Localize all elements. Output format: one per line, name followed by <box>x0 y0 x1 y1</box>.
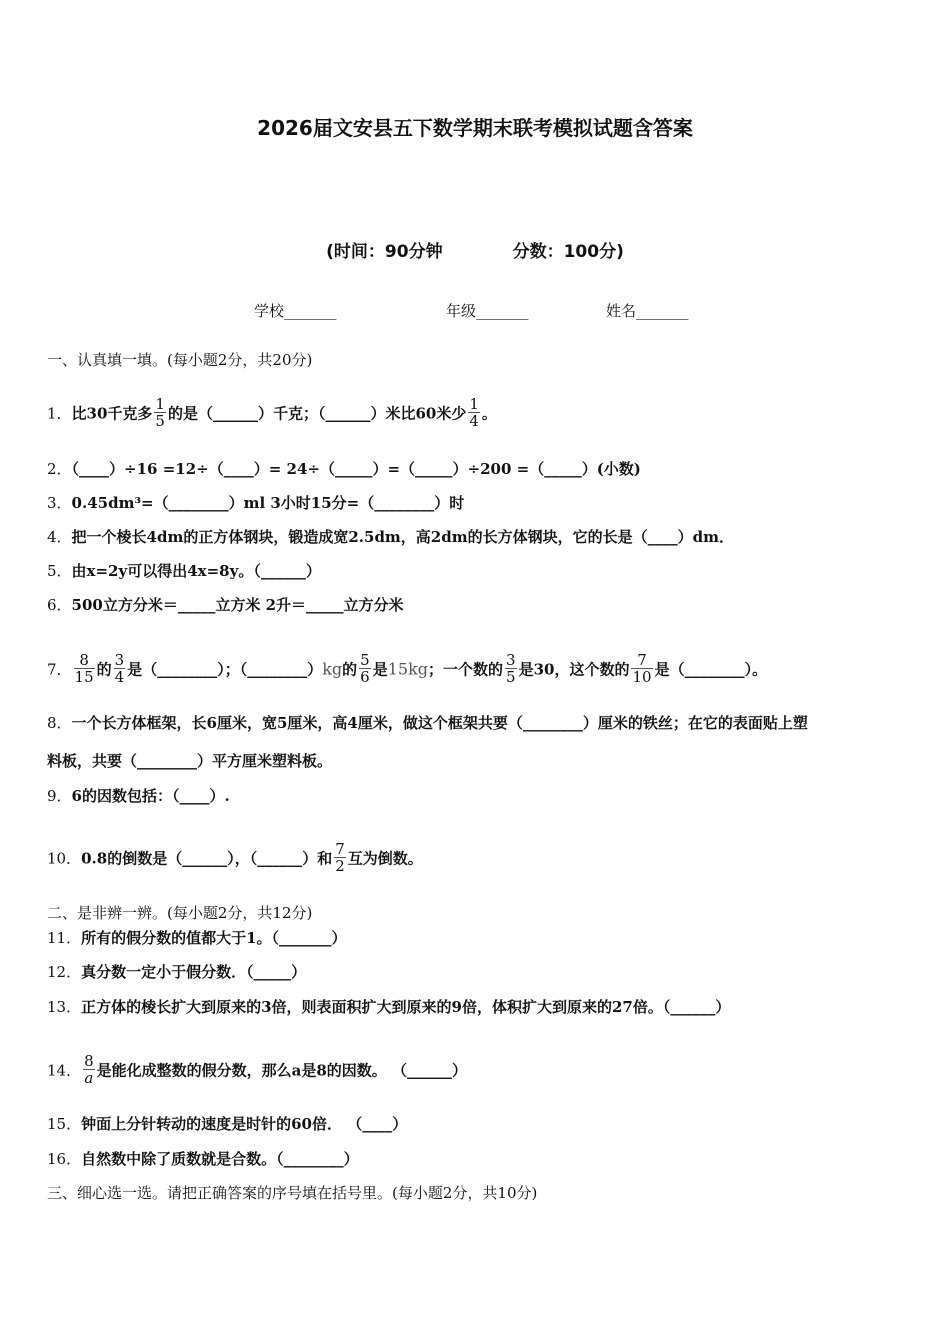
fraction: $\frac{7}{10}$ <box>632 651 652 686</box>
question-16: 16．自然数中除了质数就是合数。（________） <box>47 1150 359 1168</box>
question-2: 2．（____）÷16 =12÷（____）= 24÷（_____）=（_____）÷200 =（_____）(小数) <box>47 460 641 478</box>
question-10: 10．0.8的倒数是（______），（______）和 $\frac{7}{2}$ 互为倒数。 <box>47 840 423 875</box>
exam-meta <box>0 237 950 262</box>
question-8-line-1: 8．一个长方体框架，长6厘米，宽5厘米，高4厘米，做这个框架共要（________）厘米的铁丝；在它的表面贴上塑 <box>47 714 808 732</box>
fraction: $\frac{8}{a}$ <box>84 1052 94 1087</box>
exam-time: (时间：90分钟 <box>326 242 443 262</box>
question-15: 15．钟面上分针转动的速度是时针的60倍． （____） <box>47 1115 408 1133</box>
question-9: 9．6的因数包括：（____）. <box>47 787 230 805</box>
question-13: 13．正方体的棱长扩大到原来的3倍，则表面积扩大到原来的9倍，体积扩大到原来的27倍。（______） <box>47 998 731 1016</box>
school-field: 学校_______ <box>254 302 337 320</box>
section-2-heading: 二、是非辨一辨。(每小题2分，共12分) <box>47 904 313 922</box>
question-12: 12．真分数一定小于假分数．（_____） <box>47 963 307 981</box>
question-11: 11．所有的假分数的值都大于1。（_______） <box>47 929 347 947</box>
question-4: 4．把一个棱长4dm的正方体钢块，锻造成宽2.5dm，高2dm的长方体钢块，它的长是（____）dm． <box>47 528 734 546</box>
fraction: $\frac{8}{15}$ <box>74 651 94 686</box>
page-title: 2026届文安县五下数学期末联考模拟试题含答案 <box>257 116 693 140</box>
exam-score: 分数：100分) <box>512 242 624 262</box>
name-field: 姓名_______ <box>606 302 689 320</box>
section-3-heading: 三、细心选一选。请把正确答案的序号填在括号里。(每小题2分，共10分) <box>47 1184 538 1202</box>
fraction: $\frac{7}{2}$ <box>335 840 345 875</box>
question-14: 14． $\frac{8}{a}$ 是能化成整数的假分数，那么a是8的因数。 （______） <box>47 1052 468 1087</box>
question-6: 6．500立方分米＝_____立方米 2升＝_____立方分米 <box>47 596 404 614</box>
question-1: 1．比30千克多 $\frac{1}{5}$ 的是（______）千克；（______）米比60米少 $\frac{1}{4}$ 。 <box>47 395 497 430</box>
question-3: 3．0.45dm³=（________）ml 3小时15分=（________）时 <box>47 494 465 512</box>
section-1-heading: 一、认真填一填。(每小题2分，共20分) <box>47 351 313 369</box>
fraction: $\frac{1}{5}$ <box>155 395 165 430</box>
grade-field: 年级_______ <box>446 302 529 320</box>
fraction: $\frac{3}{4}$ <box>114 651 125 686</box>
question-8-line-2: 料板，共要（________）平方厘米塑料板。 <box>47 752 333 770</box>
fraction: $\frac{5}{6}$ <box>360 651 370 686</box>
fraction: $\frac{3}{5}$ <box>506 651 516 686</box>
question-7: 7． $\frac{8}{15}$ 的 $\frac{3}{4}$ 是（________）；（________）kg的 $\frac{5}{6}$ 是15kg；一个数的 $\frac{3}{5}$ 是30，这个数的 $\frac{7}{10}$ 是（________）。 <box>47 651 768 686</box>
fraction: $\frac{1}{4}$ <box>469 395 479 430</box>
question-5: 5．由x=2y可以得出4x=8y。（______） <box>47 562 321 580</box>
